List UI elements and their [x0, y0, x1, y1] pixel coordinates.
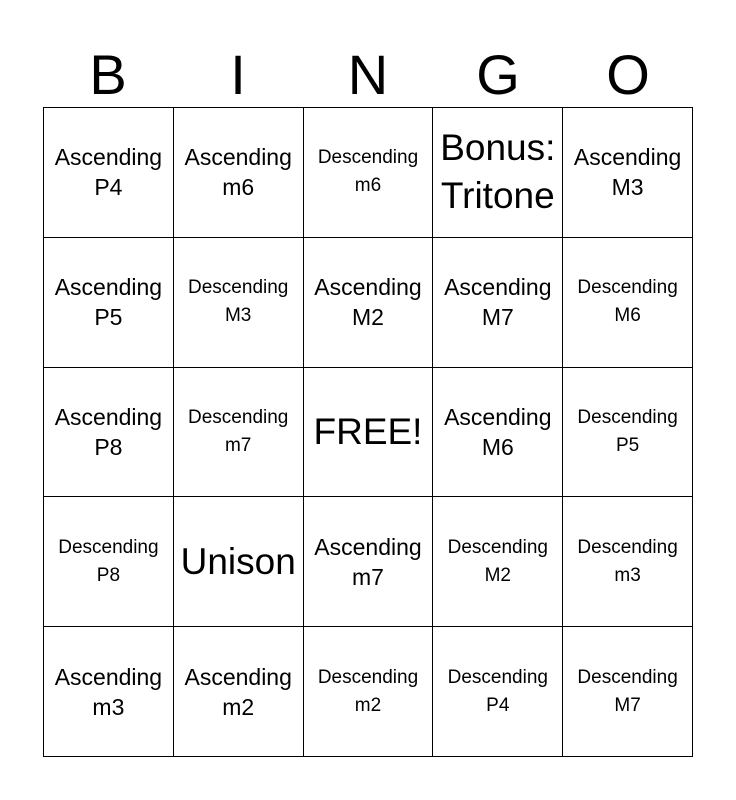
- bingo-cell[interactable]: [174, 238, 304, 368]
- bingo-cell-label: Descending m3: [577, 536, 678, 586]
- bingo-cell[interactable]: [563, 108, 693, 238]
- bingo-cell-label: Ascending M6: [444, 403, 552, 460]
- bingo-cell-label: Ascending m3: [54, 663, 163, 720]
- bingo-cell-label: Bonus: Tritone: [440, 127, 556, 217]
- bingo-cell[interactable]: [44, 108, 174, 238]
- header-letter-n: N: [347, 43, 389, 106]
- bingo-cell-label: FREE!: [313, 410, 423, 452]
- bingo-cell-label: Descending M3: [188, 277, 289, 327]
- bingo-cell[interactable]: [304, 497, 434, 627]
- bingo-cell[interactable]: [174, 368, 304, 498]
- bingo-cell-label: Ascending P4: [54, 144, 163, 201]
- bingo-cell[interactable]: [563, 497, 693, 627]
- bingo-cell-label: Ascending m7: [314, 533, 422, 590]
- bingo-cell-label: Ascending P5: [54, 274, 163, 331]
- bingo-cell-label: Ascending m2: [184, 663, 292, 720]
- bingo-cell[interactable]: [44, 497, 174, 627]
- bingo-cell-label: Descending m2: [317, 666, 419, 716]
- bingo-cell-label: Descending P5: [577, 406, 678, 456]
- bingo-cell[interactable]: [433, 497, 563, 627]
- bingo-cell-label: Ascending M2: [314, 274, 422, 331]
- bingo-header: [43, 42, 693, 108]
- bingo-cell[interactable]: [433, 368, 563, 498]
- bingo-cell[interactable]: [433, 108, 563, 238]
- bingo-cell[interactable]: [44, 238, 174, 368]
- header-letter-o: O: [606, 43, 650, 106]
- bingo-cell-label: Ascending M3: [573, 144, 682, 201]
- bingo-cell[interactable]: [44, 627, 174, 757]
- bingo-cell[interactable]: [174, 497, 304, 627]
- bingo-cell[interactable]: [433, 238, 563, 368]
- bingo-cell[interactable]: [44, 368, 174, 498]
- bingo-cell-label: Descending M7: [577, 666, 678, 716]
- bingo-cell[interactable]: [563, 368, 693, 498]
- header-letter-g: G: [476, 43, 520, 106]
- bingo-cell[interactable]: [563, 238, 693, 368]
- bingo-cell-label: Descending P8: [58, 536, 159, 586]
- bingo-cell-label: Ascending m6: [184, 144, 292, 201]
- bingo-cell[interactable]: [433, 627, 563, 757]
- bingo-cell[interactable]: [174, 108, 304, 238]
- bingo-cell[interactable]: [304, 238, 434, 368]
- header-letter-b: B: [89, 43, 127, 106]
- bingo-cell-label: Descending M2: [447, 536, 548, 586]
- header-letter-i: I: [230, 43, 246, 106]
- bingo-cell-label: Ascending P8: [54, 403, 163, 460]
- bingo-cell[interactable]: [563, 627, 693, 757]
- bingo-cell[interactable]: [304, 627, 434, 757]
- bingo-cell-label: Ascending M7: [444, 274, 552, 331]
- bingo-cell-label: Descending m6: [317, 147, 419, 197]
- bingo-cell-label: Unison: [180, 540, 296, 582]
- bingo-cell-label: Descending P4: [447, 666, 548, 716]
- bingo-cell-label: Descending m7: [188, 406, 289, 456]
- bingo-cell[interactable]: [304, 108, 434, 238]
- bingo-cell[interactable]: [174, 627, 304, 757]
- bingo-board: [43, 107, 693, 757]
- bingo-cell[interactable]: [304, 368, 434, 498]
- bingo-cell-label: Descending M6: [577, 277, 678, 327]
